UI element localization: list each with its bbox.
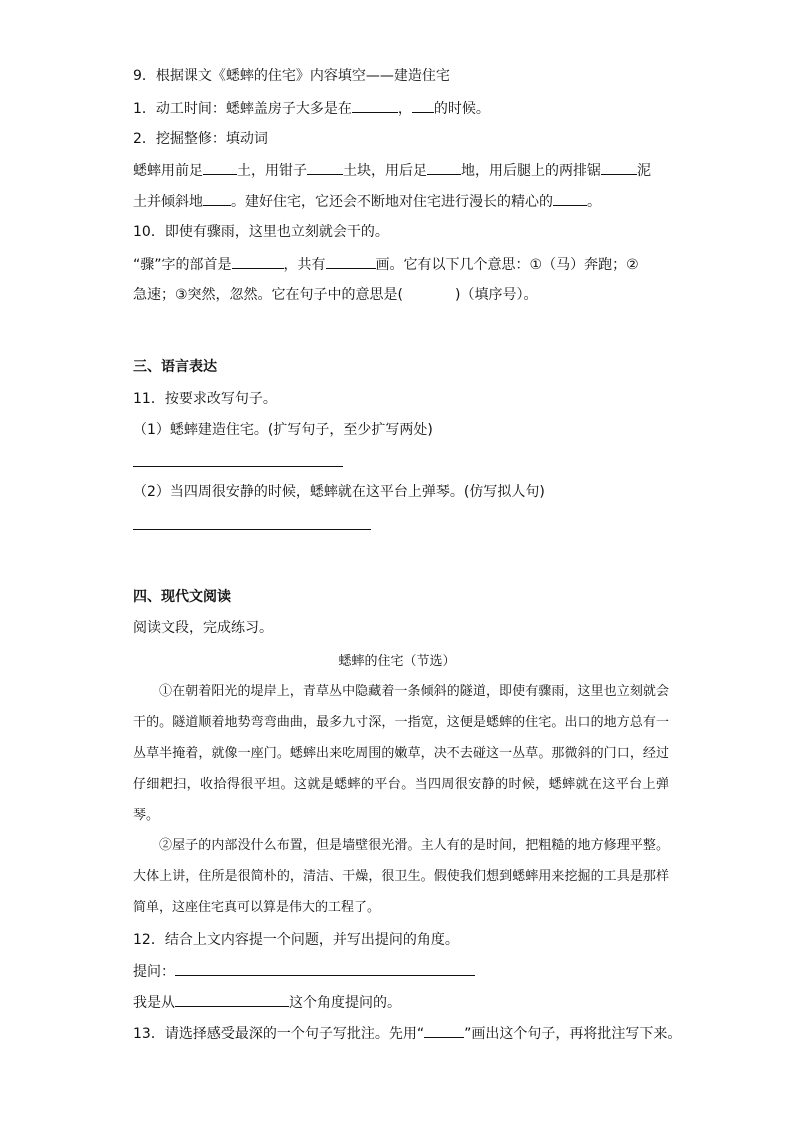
q13-text-a: 13．请选择感受最深的一个句子写批注。先用“ (133, 1026, 425, 1042)
q9-line-2: 2．挖掘整修：填动词 (133, 131, 268, 147)
q9-l3-text-a: 蟋蟀用前足 (133, 163, 203, 179)
answer-blank[interactable] (427, 160, 461, 175)
q9-l3-text-d: 地，用后腿上的两排锯 (461, 163, 601, 179)
answer-blank[interactable] (412, 98, 434, 113)
answer-blank[interactable] (203, 191, 231, 206)
answer-blank[interactable] (326, 254, 376, 269)
q12-ask-label: 提问： (133, 964, 175, 980)
q9-line-4 (133, 191, 601, 212)
q10-l2-text-a: 急速；③突然，忽然。它在句子中的意思是( (133, 287, 404, 303)
q9-title: 9．根据课文《蟋蟀的住宅》内容填空——建造住宅 (133, 68, 450, 84)
section-4-heading: 四、现代文阅读 (133, 589, 231, 605)
q11-sub-2: （2）当四周很安静的时候，蟋蟀就在这平台上弹琴。(仿写拟人句) (133, 484, 545, 500)
answer-blank[interactable] (175, 992, 289, 1007)
answer-blank[interactable] (232, 254, 284, 269)
q9-l4-text-a: 土并倾斜地 (133, 194, 203, 210)
answer-blank[interactable] (307, 160, 343, 175)
q9-l3-text-b: 土，用钳子 (237, 163, 307, 179)
passage-paragraph-2: ②屋子的内部没什么布置，但是墙壁很光滑。主人有的是时间，把粗糙的地方修理平整。大体上讲，住所是很简朴的，清洁、干燥，很卫生。假使我们想到蟋蟀用来挖掘的工具是那样简单，这座住宅真可以算是伟大的工程了。 (133, 838, 669, 915)
q10-l2-text-b: )（填序号）。 (455, 287, 538, 303)
answer-blank[interactable] (352, 98, 398, 113)
q13-text-b: ”画出这个句子，再将批注写下来。 (464, 1026, 682, 1042)
answer-blank[interactable] (553, 191, 587, 206)
reading-intro: 阅读文段，完成练习。 (133, 620, 273, 636)
q13-title (133, 1023, 681, 1044)
section-3-heading: 三、语言表达 (133, 359, 217, 375)
answer-blank[interactable] (203, 160, 237, 175)
q9-l1-text-b: ， (397, 101, 412, 117)
q10-title: 10．即使有骤雨，这里也立刻就会干的。 (133, 224, 389, 240)
q9-l1-text-a: 1．动工时间：蟋蟀盖房子大多是在 (133, 101, 352, 117)
q11-sub-1: （1）蟋蟀建造住宅。(扩写句子，至少扩写两处) (133, 422, 433, 438)
q10-l1-text-a: “骤”字的部首是 (133, 257, 232, 273)
q9-line-1 (133, 98, 490, 119)
q9-l3-text-c: 土块，用后足 (343, 163, 427, 179)
q12-ask-line (133, 961, 475, 982)
q9-line-3 (133, 160, 651, 181)
q12-angle-line (133, 992, 401, 1013)
q12-title: 12．结合上文内容提一个问题，并写出提问的角度。 (133, 932, 459, 948)
passage-title: 蟋蟀的住宅（节选） (338, 654, 456, 669)
answer-line[interactable] (133, 466, 343, 467)
q10-line-2 (133, 285, 537, 305)
q10-l1-text-c: 画。它有以下几个意思：①（马）奔跑；② (375, 257, 639, 273)
q12-angle-text-a: 我是从 (133, 995, 175, 1011)
q11-title: 11．按要求改写句子。 (133, 391, 277, 407)
q9-l3-text-e: 泥 (637, 163, 651, 179)
q9-l1-text-c: 的时候。 (433, 101, 490, 117)
passage-paragraph-1: ①在朝着阳光的堤岸上，青草丛中隐藏着一条倾斜的隧道，即使有骤雨，这里也立刻就会干的。隧道顺着地势弯弯曲曲，最多九寸深，一指宽，这便是蟋蟀的住宅。出口的地方总有一丛草半掩着，就像一座门。蟋蟀出来吃周围的嫩草，决不去碰这一丛草。那微斜的门口，经过仔细耙扫，收拾得很平坦。这就是蟋蟀的平台。当四周很安静的时候，蟋蟀就在这平台上弹琴。 (133, 684, 669, 823)
q9-l4-text-b: 。建好住宅，它还会不断地对住宅进行漫长的精心的 (231, 194, 553, 210)
q10-line-1 (133, 254, 639, 275)
q10-l1-text-b: ，共有 (283, 257, 326, 273)
answer-blank[interactable] (601, 160, 637, 175)
answer-line[interactable] (133, 529, 371, 530)
answer-blank[interactable] (175, 961, 475, 976)
underline-sample (424, 1023, 464, 1038)
q9-l4-text-c: 。 (587, 194, 601, 210)
q12-angle-text-b: 这个角度提问的。 (289, 995, 401, 1011)
